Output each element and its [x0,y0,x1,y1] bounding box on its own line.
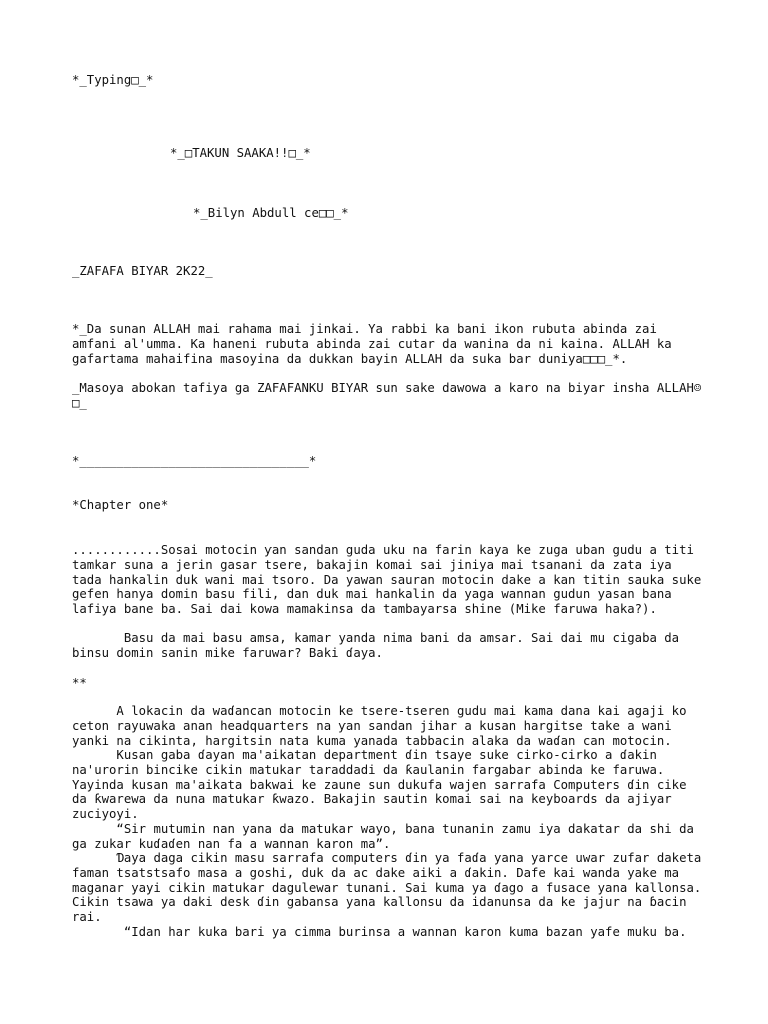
chapter-heading: *Chapter one* [72,498,169,512]
author-line: *_Bilyn Abdull ce□□_* [193,206,349,220]
event-title: _ZAFAFA BIYAR 2K22_ [72,264,213,278]
greeting-paragraph: _Masoya abokan tafiya ga ZAFAFANKU BIYAR sun sake dawowa a karo na biyar insha ALLAH☺□_ [72,381,702,410]
paragraph-3: A lokacin da waɗancan motocin ke tsere-tseren gudu mai kama dana kai agaji ko ceton rayuwaka anan headquarters na ƴan sandan jihar a kusan hargitse take a wani yanki na cikinta, hargitsin nata kuma yanada tabbacin alaka da waɗan can motocin. [72,704,694,748]
paragraph-1: ............Sosai motocin ƴan sandan guda uku na farin kaya ke zuga uban gudu a titi tamkar suna a jerin gasar tsere, bakajin komai sai jiniya mai tsanani da zata iya tada hankalin duk wani mai tsoro. Da yawan sauran motocin dake a kan titin sauka suke gefen hanya domin basu fili, dan duk mai hankalin da yaga wannan gudun yasan bana lafiya bane ba. Sai dai kowa mamakinsa da tambayarsa shine (Mike faruwa haka?). [72,543,709,617]
typing-note: *_Typing□_* [72,73,154,87]
asterisk-break: ** [72,676,87,690]
paragraph-4: Kusan gaba ɗayan ma'aikatan department ɗin tsaye suke cirko-cirko a ɗakin na'urorin bincike cikin matukar taraddadi da ƙaulanin fargabar abinda ke faruwa. Yayinda kusan ma'aikata bakwai ke zaune sun dukufa wajen sarrafa Computers ɗin cike da ƙwarewa da nuna matukar ƙwazo. Bakajin sautin komai sai na keyboards da ajiyar zuciyoyi. [72,748,694,822]
paragraph-6: Ɗaya daga cikin masu sarrafa computers ɗin ya faɗa yana yarce uwar zufar daketa faman tsatstsafo masa a goshi, duk da ac dake aiki a ɗakin. Dafe kai wanda yake ma maganar yayi cikin matukar dagulewar tunani. Sai kuma ya ɗago a fusace yana kallonsa. Cikin tsawa ya daki desk ɗin gabansa yana kallonsu da idanunsa da ke jajur na ɓacin rai. [72,851,709,925]
paragraph-5: “Sir mutumin nan yana da matukar wayo, bana tunanin zamu iya dakatar da shi da ga zukar kuɗaɗen nan fa a wannan karon ma”. [72,822,702,851]
dedication-paragraph: *_Da sunan ALLAH mai rahama mai jinkai. Ya rabbi ka bani ikon rubuta abinda zai amfani al'umma. Ka haneni rubuta abinda zai cutar da wanina da ni kaina. ALLAH ka gafartama mahaifina masoyina da dukkan bayin ALLAH da suka bar duniya□□□_*. [72,322,680,366]
separator-line: *_______________________________* [72,454,317,468]
paragraph-2: Basu da mai basu amsa, kamar yanda nima bani da amsar. Sai dai mu cigaba da binsu domin sanin mike faruwar? Baki ɗaya. [72,631,687,660]
story-title: *_□TAKUN SAAKA!!□_* [170,146,311,160]
paragraph-7: “Idan har kuka bari ya cimma burinsa a wannan karon kuma bazan yafe muku ba. [72,925,687,939]
